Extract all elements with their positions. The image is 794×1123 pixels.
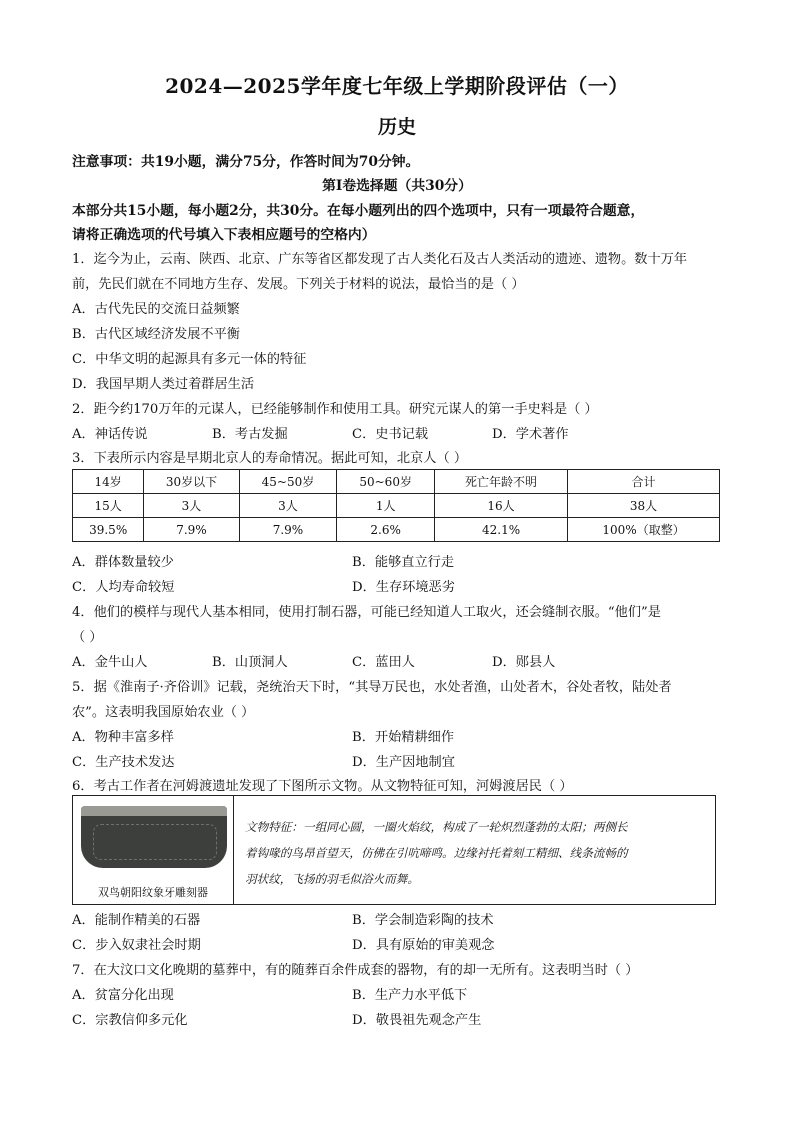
exam-title: 2024—2025学年度七年级上学期阶段评估（一） [165,74,629,98]
q2-option-d: D．学术著作 [492,427,569,442]
q5-option-a: A．物种丰富多样 [72,730,174,745]
q7-options-row-2 [72,1009,722,1028]
artifact-desc-line-3: 羽状纹，飞扬的羽毛似浴火而舞。 [245,872,419,886]
artifact-desc-line-2: 着钩喙的鸟昂首望天，仿佛在引吭啼鸣。边缘衬托着刻工精细、线条流畅的 [245,846,628,860]
q6-option-d: D．具有原始的审美观念 [352,938,495,953]
q5-option-c: C．生产技术发达 [72,755,175,770]
section-instruction-line-1: 本部分共15小题，每小题2分，共30分。在每小题列出的四个选项中，只有一项最符合题意， [72,203,645,219]
q3-options-row-1 [72,551,722,570]
table-header-cell: 14岁 [73,470,144,494]
q5-options-row-1 [72,726,722,745]
table-row [73,518,720,542]
q4-option-c: C．蓝田人 [352,655,415,670]
q6-option-a: A．能制作精美的石器 [72,913,201,928]
table-cell: 7.9% [144,518,239,542]
table-cell: 100%（取整） [568,518,720,542]
q4-option-b: B．山顶洞人 [212,655,288,670]
table-cell: 3人 [239,494,337,518]
q4-option-a: A．金牛山人 [72,655,148,670]
section-instruction-line-2: 请将正确选项的代号填入下表相应题号的空格内） [72,227,376,243]
table-cell: 7.9% [239,518,337,542]
q7-option-d: D．敬畏祖先观念产生 [352,1013,482,1028]
table-header-cell: 死亡年龄不明 [435,470,568,494]
q4-option-d: D．郧县人 [492,655,556,670]
q6-option-c: C．步入奴隶社会时期 [72,938,201,953]
q4-stem-line-2: （ ） [72,630,103,645]
table-cell: 39.5% [73,518,144,542]
q1-option-b: B．古代区域经济发展不平衡 [72,327,240,342]
q1-option-d: D．我国早期人类过着群居生活 [72,377,255,392]
table-header-cell: 45~50岁 [239,470,337,494]
q1-stem-line-1: 1．迄今为止，云南、陕西、北京、广东等省区都发现了古人类化石及古人类活动的遗迹、遗物。数十万年 [72,252,688,267]
q5-stem-line-2: 农”。这表明我国原始农业（ ） [72,705,255,720]
q5-option-b: B．开始精耕细作 [352,730,455,745]
table-cell: 2.6% [337,518,435,542]
table-cell: 15人 [73,494,144,518]
q7-options-row-1 [72,984,722,1003]
table-row [73,494,720,518]
q4-options [72,651,722,670]
table-header-cell: 合计 [568,470,720,494]
table-cell: 16人 [435,494,568,518]
q3-options-row-2 [72,576,722,595]
q2-stem: 2．距今约170万年的元谋人，已经能够制作和使用工具。研究元谋人的第一手史料是（ ） [72,402,598,417]
q3-option-b: B．能够直立行走 [352,555,455,570]
q3-option-c: C．人均寿命较短 [72,580,175,595]
table-cell: 38人 [568,494,720,518]
q1-option-c: C．中华文明的起源具有多元一体的特征 [72,352,307,367]
q2-option-c: C．史书记载 [352,427,429,442]
subject-title: 历史 [377,116,416,138]
artifact-caption: 双鸟朝阳纹象牙雕刻器 [98,886,208,899]
table-cell: 3人 [144,494,239,518]
q5-stem-line-1: 5．据《淮南子·齐俗训》记载，尧统治天下时，“其导万民也，水处者渔，山处者木，谷处者牧，陆处者 [72,680,672,695]
q7-option-b: B．生产力水平低下 [352,988,468,1003]
table-header-cell: 50~60岁 [337,470,435,494]
table-header-cell: 30岁以下 [144,470,239,494]
q2-options [72,423,722,442]
q3-option-d: D．生存环境恶劣 [352,580,455,595]
q4-stem-line-1: 4．他们的模样与现代人基本相同，使用打制石器，可能已经知道人工取火，还会缝制衣服。“他们”是 [72,605,661,620]
artifact-desc-line-1: 文物特征：一组同心圆，一圈火焰纹，构成了一轮炽烈蓬勃的太阳；两侧长 [245,820,628,834]
notice: 注意事项：共19小题，满分75分，作答时间为70分钟。 [72,154,420,170]
q7-stem: 7．在大汶口文化晚期的墓葬中，有的随葬百余件成套的器物，有的却一无所有。这表明当时（ ） [72,963,639,978]
q7-option-a: A．贫富分化出现 [72,988,174,1003]
q6-options-row-2 [72,934,722,953]
q3-option-a: A．群体数量较少 [72,555,174,570]
artifact-description [245,814,707,892]
q1-stem-line-2: 前，先民们就在不同地方生存、发展。下列关于材料的说法，最恰当的是（ ） [72,277,525,292]
artifact-box [72,795,716,905]
ivory-carving-image [81,806,227,868]
table-row [73,470,720,494]
q2-option-b: B．考古发掘 [212,427,288,442]
artifact-image-cell [73,796,234,904]
q6-stem: 6．考古工作者在河姆渡遗址发现了下图所示文物。从文物特征可知，河姆渡居民（ ） [72,779,573,794]
table-cell: 42.1% [435,518,568,542]
table-cell: 1人 [337,494,435,518]
q2-option-a: A．神话传说 [72,427,148,442]
q6-options-row-1 [72,909,722,928]
q6-option-b: B．学会制造彩陶的技术 [352,913,494,928]
q7-option-c: C．宗教信仰多元化 [72,1013,188,1028]
q5-options-row-2 [72,751,722,770]
section-title: 第Ⅰ卷选择题（共30分） [322,178,472,194]
lifespan-table [72,469,720,542]
q5-option-d: D．生产因地制宜 [352,755,455,770]
q3-stem: 3．下表所示内容是早期北京人的寿命情况。据此可知，北京人（ ） [72,451,468,466]
q1-option-a: A．古代先民的交流日益频繁 [72,302,240,317]
